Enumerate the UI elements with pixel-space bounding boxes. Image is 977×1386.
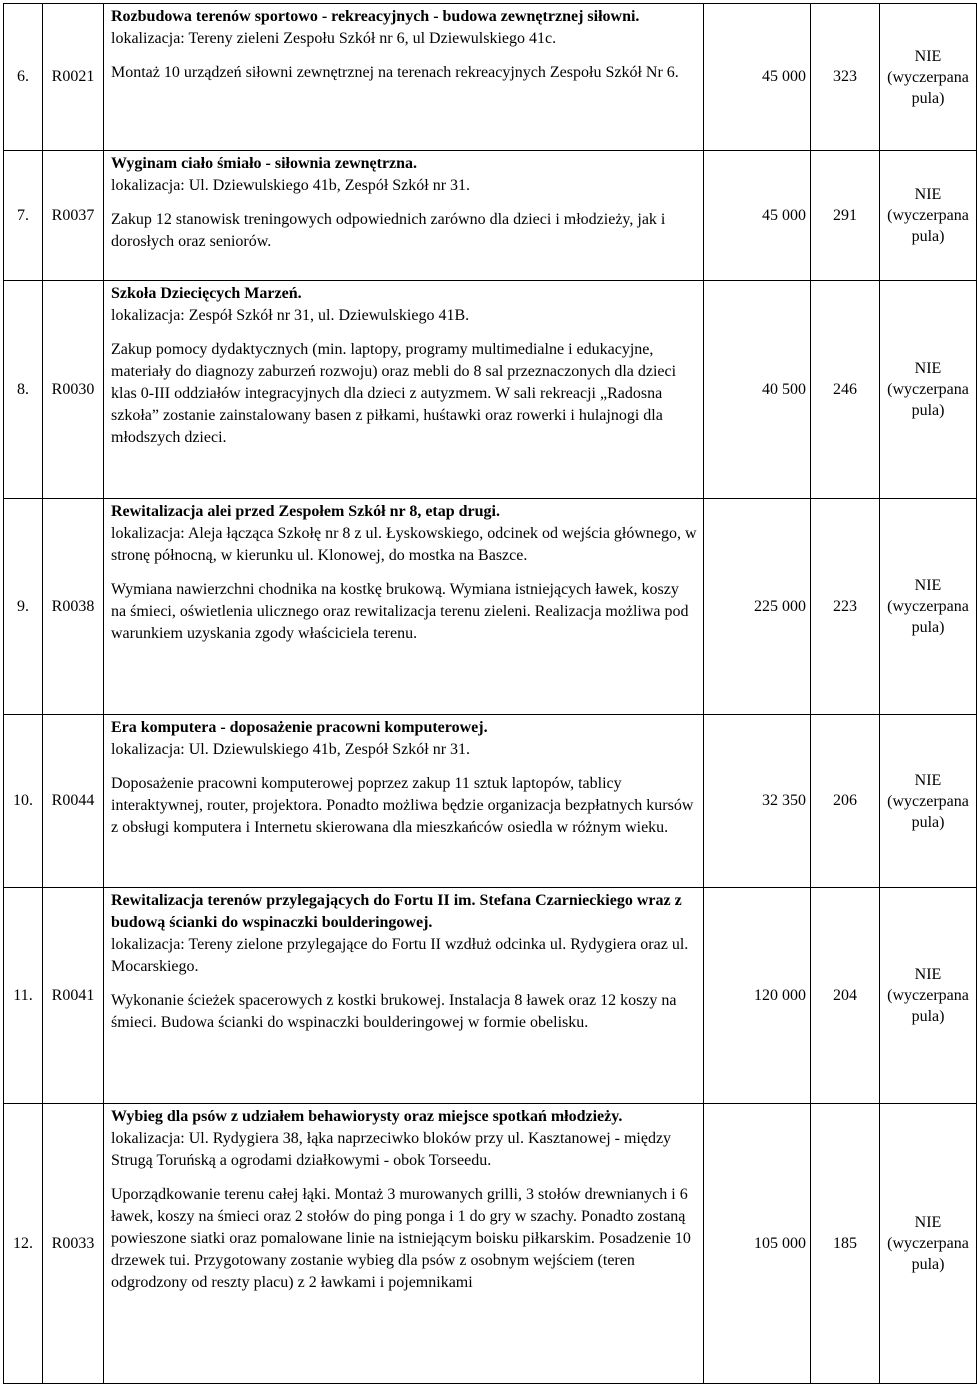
project-description: Wymiana nawierzchni chodnika na kostkę brukową. Wymiana istniejących ławek, koszy na śmieci, oświetlenia ulicznego oraz rewitalizacja terenu zieleni. Realizacja możliwa pod warunkiem uzyskania zgody właściciela terenu.: [111, 581, 689, 642]
project-votes: 223: [811, 499, 880, 715]
project-title: Era komputera - doposażenie pracowni komputerowej.: [111, 719, 488, 736]
table-row: [4, 499, 977, 715]
project-location: lokalizacja: Ul. Dziewulskiego 41b, Zespół Szkół nr 31.: [111, 177, 471, 194]
project-location: lokalizacja: Zespół Szkół nr 31, ul. Dziewulskiego 41B.: [111, 307, 470, 324]
project-title: Wybieg dla psów z udziałem behawiorysty oraz miejsce spotkań młodzieży.: [111, 1108, 623, 1125]
project-title: Rewitalizacja alei przed Zespołem Szkół nr 8, etap drugi.: [111, 503, 500, 520]
project-status: [880, 281, 977, 499]
row-number: 11.: [4, 888, 43, 1104]
status-line: pula): [911, 1256, 945, 1273]
project-status: [880, 888, 977, 1104]
status-line: NIE: [914, 966, 942, 983]
project-description: Montaż 10 urządzeń siłowni zewnętrznej na terenach rekreacyjnych Zespołu Szkół Nr 6.: [111, 64, 679, 81]
status-line: pula): [911, 1008, 945, 1025]
project-votes: 291: [811, 151, 880, 281]
project-description-cell: [104, 499, 704, 715]
project-description-cell: [104, 888, 704, 1104]
row-number: 9.: [4, 499, 43, 715]
status-line: NIE: [914, 771, 942, 789]
project-description: Uporządkowanie terenu całej łąki. Montaż 3 murowanych grilli, 3 stołów drewnianych i 6 ławek, koszy na śmieci oraz 2 stołów do ping ponga i 1 do gry w szachy. Ponadto zostaną powieszone siatki oraz pomalowane linie na istniejącym boisku piłkarskim. Posadzenie 10 drzewek tui. Przygotowany zostanie wybieg dla psów z osobnym wejściem (teren odgrodzony od reszty placu) z 2 ławkami i pojemnikami: [111, 1186, 691, 1291]
status-line: (wyczerpana: [887, 987, 969, 1004]
status-line: NIE: [914, 1214, 942, 1231]
status-line: pula): [911, 89, 945, 107]
project-code: R0041: [43, 888, 104, 1104]
project-description: Wykonanie ścieżek spacerowych z kostki brukowej. Instalacja 8 ławek oraz 12 koszy na śmieci. Budowa ścianki do wspinaczki boulderingowej w formie obelisku.: [111, 992, 677, 1031]
status-line: (wyczerpana: [887, 207, 969, 224]
project-title: Szkoła Dziecięcych Marzeń.: [111, 285, 302, 302]
project-location: lokalizacja: Tereny zielone przylegające do Fortu II wzdłuż odcinka ul. Rydygiera oraz ul. Mocarskiego.: [111, 936, 689, 975]
project-votes: 206: [811, 715, 880, 888]
project-status: [880, 499, 977, 715]
project-description-cell: [104, 281, 704, 499]
project-description-cell: [104, 715, 704, 888]
status-line: pula): [911, 402, 945, 419]
status-line: (wyczerpana: [887, 68, 969, 86]
project-description: Zakup 12 stanowisk treningowych odpowiednich zarówno dla dzieci i młodzieży, jak i dorosłych oraz seniorów.: [111, 211, 666, 250]
status-line: NIE: [914, 360, 942, 377]
project-title: Rewitalizacja terenów przylegających do Fortu II im. Stefana Czarnieckiego wraz z budową ścianki do wspinaczki boulderingowej.: [111, 892, 682, 931]
status-line: (wyczerpana: [887, 1235, 969, 1252]
status-line: pula): [911, 228, 945, 245]
table-row: [4, 888, 977, 1104]
project-votes: 246: [811, 281, 880, 499]
project-code: R0021: [43, 4, 104, 151]
project-status: [880, 151, 977, 281]
table-row: [4, 715, 977, 888]
status-line: NIE: [914, 577, 942, 594]
status-line: (wyczerpana: [887, 792, 969, 810]
project-location: lokalizacja: Ul. Dziewulskiego 41b, Zespół Szkół nr 31.: [111, 741, 471, 758]
table-row: [4, 151, 977, 281]
project-title: Wyginam ciało śmiało - siłownia zewnętrzna.: [111, 155, 418, 172]
project-title: Rozbudowa terenów sportowo - rekreacyjnych - budowa zewnętrznej siłowni.: [111, 8, 640, 25]
project-description: Doposażenie pracowni komputerowej poprzez zakup 11 sztuk laptopów, tablicy interaktywnej, router, projektora. Ponadto możliwa będzie organizacja bezpłatnych kursów z obsługi komputera i Internetu skierowana dla mieszkańców osiedla w różnym wieku.: [111, 775, 694, 836]
project-code: R0030: [43, 281, 104, 499]
project-code: R0044: [43, 715, 104, 888]
row-number: 10.: [4, 715, 43, 888]
status-line: (wyczerpana: [887, 598, 969, 615]
project-status: [880, 4, 977, 151]
table-row: [4, 4, 977, 151]
table-row: [4, 1104, 977, 1384]
project-votes: 323: [811, 4, 880, 151]
row-number: 6.: [4, 4, 43, 151]
project-cost: 120 000: [704, 888, 811, 1104]
project-location: lokalizacja: Aleja łącząca Szkołę nr 8 z ul. Łyskowskiego, odcinek od wejścia głównego, w stronę północną, w kierunku ul. Klonowej, do mostka na Baszce.: [111, 525, 697, 564]
project-cost: 105 000: [704, 1104, 811, 1384]
project-votes: 204: [811, 888, 880, 1104]
project-cost: 45 000: [704, 151, 811, 281]
project-description-cell: [104, 151, 704, 281]
row-number: 8.: [4, 281, 43, 499]
project-cost: 225 000: [704, 499, 811, 715]
status-line: (wyczerpana: [887, 381, 969, 398]
project-code: R0038: [43, 499, 104, 715]
project-location: lokalizacja: Tereny zieleni Zespołu Szkół nr 6, ul Dziewulskiego 41c.: [111, 30, 557, 47]
status-line: pula): [911, 813, 945, 831]
project-description-cell: [104, 4, 704, 151]
project-location: lokalizacja: Ul. Rydygiera 38, łąka naprzeciwko bloków przy ul. Kasztanowej - między Strugą Toruńską a ogrodami działkowymi - obok Torseedu.: [111, 1130, 672, 1169]
row-number: 12.: [4, 1104, 43, 1384]
project-code: R0033: [43, 1104, 104, 1384]
status-line: NIE: [914, 47, 942, 65]
project-status: [880, 715, 977, 888]
status-line: pula): [911, 619, 945, 636]
project-cost: 32 350: [704, 715, 811, 888]
project-votes: 185: [811, 1104, 880, 1384]
project-cost: 40 500: [704, 281, 811, 499]
project-description-cell: [104, 1104, 704, 1384]
status-line: NIE: [914, 186, 942, 203]
project-code: R0037: [43, 151, 104, 281]
row-number: 7.: [4, 151, 43, 281]
table-row: [4, 281, 977, 499]
project-description: Zakup pomocy dydaktycznych (min. laptopy, programy multimedialne i edukacyjne, materiały do diagnozy zaburzeń rozwoju) oraz mebli do 8 sal przeznaczonych dla dzieci klas 0-III oddziałów integracyjnych dla dzieci z autyzmem. W sali rekreacji „Radosna szkoła” zostanie zainstalowany basen z piłkami, huśtawki oraz rowerki i hulajnogi dla młodszych dzieci.: [111, 341, 677, 446]
projects-table: [3, 3, 977, 1384]
project-cost: 45 000: [704, 4, 811, 151]
project-status: [880, 1104, 977, 1384]
